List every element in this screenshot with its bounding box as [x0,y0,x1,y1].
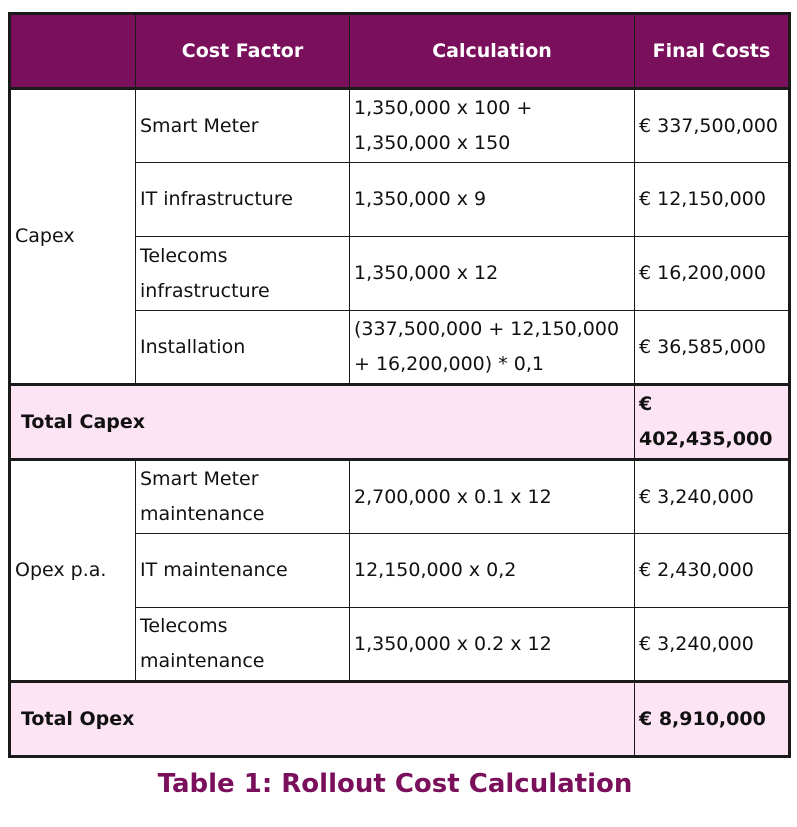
final-cost-cell: € 2,430,000 [635,534,790,608]
table-caption: Table 1: Rollout Cost Calculation [157,769,633,799]
final-cost-cell: € 3,240,000 [635,608,790,682]
table-row [10,460,790,534]
calculation-cell: 1,350,000 x 9 [350,163,635,237]
cost-factor-cell: Telecoms maintenance [136,608,350,682]
calculation-cell: 1,350,000 x 0.2 x 12 [350,608,635,682]
cost-factor-cell: Telecoms infrastructure [136,237,350,311]
calculation-cell: 1,350,000 x 12 [350,237,635,311]
header-group [10,14,136,89]
calculation-cell: 1,350,000 x 100 + 1,350,000 x 150 [350,89,635,163]
final-cost-cell: € 36,585,000 [635,311,790,385]
final-cost-cell: € 337,500,000 [635,89,790,163]
calculation-cell: 2,700,000 x 0.1 x 12 [350,460,635,534]
cost-factor-cell: Installation [136,311,350,385]
calculation-cell: 12,150,000 x 0,2 [350,534,635,608]
opex-group-label: Opex p.a. [10,460,136,682]
cost-factor-cell: IT maintenance [136,534,350,608]
total-capex-row [10,385,790,460]
rollout-cost-table [8,12,791,758]
header-row [10,14,790,89]
calculation-cell: (337,500,000 + 12,150,000 + 16,200,000) * 0,1 [350,311,635,385]
final-cost-cell: € 3,240,000 [635,460,790,534]
total-opex-label: Total Opex [10,682,635,757]
cost-factor-cell: Smart Meter maintenance [136,460,350,534]
total-opex-row [10,682,790,757]
capex-group-label: Capex [10,89,136,385]
header-calculation: Calculation [350,14,635,89]
cost-factor-cell: IT infrastructure [136,163,350,237]
total-opex-value: € 8,910,000 [635,682,790,757]
cost-factor-cell: Smart Meter [136,89,350,163]
final-cost-cell: € 12,150,000 [635,163,790,237]
total-capex-label: Total Capex [10,385,635,460]
total-capex-value: € 402,435,000 [635,385,790,460]
final-cost-cell: € 16,200,000 [635,237,790,311]
header-cost-factor: Cost Factor [136,14,350,89]
table-row [10,89,790,163]
header-final-costs: Final Costs [635,14,790,89]
